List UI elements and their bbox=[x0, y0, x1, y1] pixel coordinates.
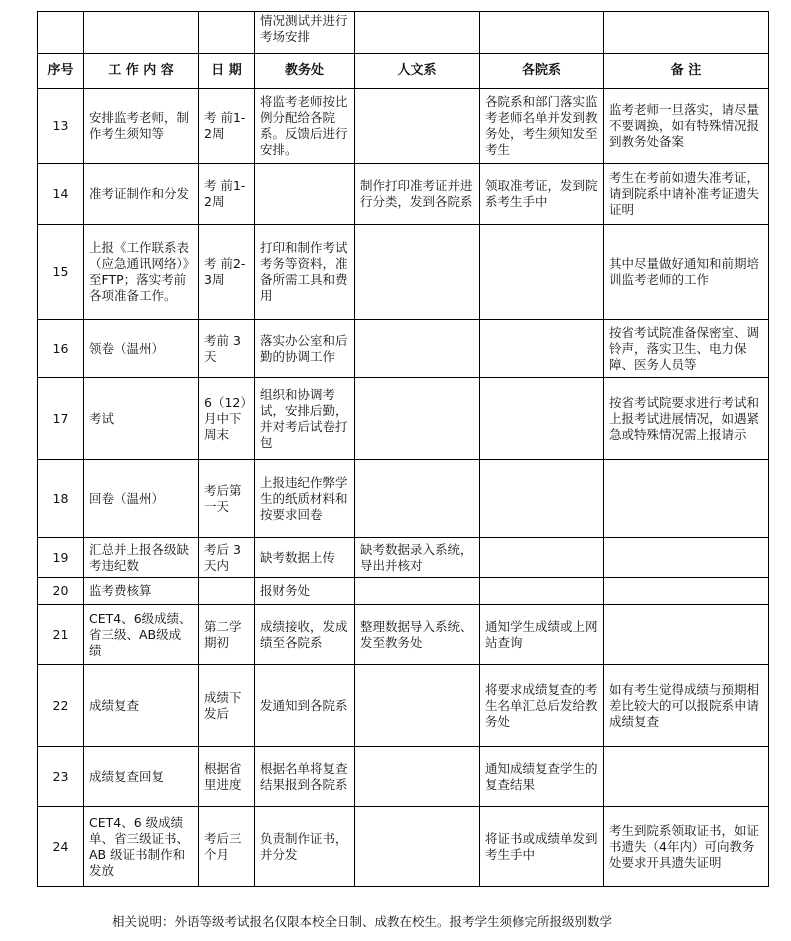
cell-yuanxi bbox=[480, 538, 604, 578]
cell-yuanxi: 将要求成绩复查的考生名单汇总后发给教务处 bbox=[480, 665, 604, 747]
cell-jiaowu: 组织和协调考试，安排后勤，并对考后试卷打包 bbox=[255, 378, 355, 460]
cell-renwen bbox=[355, 378, 480, 460]
cell-beizhu: 监考老师一旦落实，请尽量不要调换，如有特殊情况报到教务处备案 bbox=[604, 89, 769, 164]
header-content: 工 作 内 容 bbox=[84, 54, 199, 89]
cell-date bbox=[199, 578, 255, 605]
cell-yuanxi: 通知学生成绩或上网站查询 bbox=[480, 605, 604, 665]
cell-date: 考 前2-3周 bbox=[199, 225, 255, 320]
table-row bbox=[38, 225, 769, 320]
cell-beizhu: 按省考试院准备保密室、调铃声，落实卫生、电力保障、医务人员等 bbox=[604, 320, 769, 378]
cell-jiaowu: 报财务处 bbox=[255, 578, 355, 605]
cell-jiaowu: 情况测试并进行考场安排 bbox=[255, 12, 355, 54]
cell-jiaowu: 缺考数据上传 bbox=[255, 538, 355, 578]
cell-content: 准考证制作和分发 bbox=[84, 164, 199, 225]
header-jiaowu: 教务处 bbox=[255, 54, 355, 89]
header-row bbox=[38, 54, 769, 89]
previous-row-continuation bbox=[38, 12, 769, 54]
table-row bbox=[38, 320, 769, 378]
cell-beizhu: 考生在考前如遗失准考证，请到院系中请补准考证遗失证明 bbox=[604, 164, 769, 225]
cell-jiaowu: 发通知到各院系 bbox=[255, 665, 355, 747]
cell-content: 回卷（温州） bbox=[84, 460, 199, 538]
header-beizhu: 备 注 bbox=[604, 54, 769, 89]
work-schedule-table bbox=[37, 11, 769, 887]
cell-yuanxi: 领取准考证，发到院系考生手中 bbox=[480, 164, 604, 225]
cell-renwen: 制作打印准考证并进行分类，发到各院系 bbox=[355, 164, 480, 225]
cell-date: 考后三个月 bbox=[199, 807, 255, 887]
cell-yuanxi: 通知成绩复查学生的复查结果 bbox=[480, 747, 604, 807]
cell-yuanxi bbox=[480, 378, 604, 460]
cell-renwen bbox=[355, 807, 480, 887]
cell-jiaowu: 将监考老师按比例分配给各院系。反馈后进行安排。 bbox=[255, 89, 355, 164]
cell-renwen bbox=[355, 747, 480, 807]
cell-beizhu: 按省考试院要求进行考试和上报考试进展情况，如遇紧急或特殊情况需上报请示 bbox=[604, 378, 769, 460]
cell-jiaowu: 负责制作证书，并分发 bbox=[255, 807, 355, 887]
table-row bbox=[38, 460, 769, 538]
cell-content: CET4、6级成绩、省三级、AB级成绩 bbox=[84, 605, 199, 665]
cell-beizhu bbox=[604, 538, 769, 578]
cell-beizhu bbox=[604, 460, 769, 538]
cell-beizhu bbox=[604, 605, 769, 665]
cell-no: 17 bbox=[38, 378, 84, 460]
header-renwen: 人文系 bbox=[355, 54, 480, 89]
cell-jiaowu: 成绩接收，发成绩至各院系 bbox=[255, 605, 355, 665]
table-row bbox=[38, 665, 769, 747]
cell-beizhu: 其中尽量做好通知和前期培训监考老师的工作 bbox=[604, 225, 769, 320]
cell-content: 考试 bbox=[84, 378, 199, 460]
cell-yuanxi bbox=[480, 320, 604, 378]
cell-no: 22 bbox=[38, 665, 84, 747]
cell-date: 考后第一天 bbox=[199, 460, 255, 538]
cell-content: 成绩复查回复 bbox=[84, 747, 199, 807]
cell-content: 汇总并上报各级缺考违纪数 bbox=[84, 538, 199, 578]
cell-jiaowu: 打印和制作考试考务等资料，准备所需工具和费用 bbox=[255, 225, 355, 320]
cell-beizhu bbox=[604, 578, 769, 605]
cell-no: 19 bbox=[38, 538, 84, 578]
cell-renwen: 缺考数据录入系统，导出并核对 bbox=[355, 538, 480, 578]
table-row bbox=[38, 747, 769, 807]
cell-date: 成绩下发后 bbox=[199, 665, 255, 747]
cell-renwen bbox=[355, 665, 480, 747]
cell-no: 18 bbox=[38, 460, 84, 538]
cell-date: 根据省里进度 bbox=[199, 747, 255, 807]
cell-date: 第二学期初 bbox=[199, 605, 255, 665]
cell-content: 领卷（温州） bbox=[84, 320, 199, 378]
cell-content: 监考费核算 bbox=[84, 578, 199, 605]
cell-content: 成绩复查 bbox=[84, 665, 199, 747]
cell-renwen bbox=[355, 89, 480, 164]
cell-jiaowu: 落实办公室和后勤的协调工作 bbox=[255, 320, 355, 378]
cell-yuanxi bbox=[480, 225, 604, 320]
table-row bbox=[38, 378, 769, 460]
cell-no: 13 bbox=[38, 89, 84, 164]
header-yuanxi: 各院系 bbox=[480, 54, 604, 89]
cell-jiaowu: 上报违纪作弊学生的纸质材料和按要求回卷 bbox=[255, 460, 355, 538]
table-row bbox=[38, 164, 769, 225]
cell-beizhu: 考生到院系领取证书，如证书遗失（4年内）可向教务处要求开具遗失证明 bbox=[604, 807, 769, 887]
cell-yuanxi bbox=[480, 460, 604, 538]
cell-yuanxi bbox=[480, 578, 604, 605]
cell-date: 考 前1-2周 bbox=[199, 89, 255, 164]
header-date: 日 期 bbox=[199, 54, 255, 89]
cell-date: 考 前1-2周 bbox=[199, 164, 255, 225]
cell-date: 考后 3天内 bbox=[199, 538, 255, 578]
cell-no: 16 bbox=[38, 320, 84, 378]
cell-yuanxi: 各院系和部门落实监考老师名单并发到教务处，考生须知发至考生 bbox=[480, 89, 604, 164]
cell-no: 23 bbox=[38, 747, 84, 807]
table-row bbox=[38, 538, 769, 578]
cell-date: 考前 3天 bbox=[199, 320, 255, 378]
table-row bbox=[38, 578, 769, 605]
cell-no: 24 bbox=[38, 807, 84, 887]
cell-beizhu: 如有考生觉得成绩与预期相差比较大的可以报院系申请成绩复查 bbox=[604, 665, 769, 747]
cell-no: 15 bbox=[38, 225, 84, 320]
header-no: 序号 bbox=[38, 54, 84, 89]
cell-renwen: 整理数据导入系统、发至教务处 bbox=[355, 605, 480, 665]
cell-content: CET4、6 级成绩单、省三级证书、AB 级证书制作和发放 bbox=[84, 807, 199, 887]
table-row bbox=[38, 807, 769, 887]
cell-beizhu bbox=[604, 747, 769, 807]
cell-jiaowu bbox=[255, 164, 355, 225]
cell-content: 上报《工作联系表（应急通讯网络）》至FTP；落实考前各项准备工作。 bbox=[84, 225, 199, 320]
cell-jiaowu: 根据名单将复查结果报到各院系 bbox=[255, 747, 355, 807]
table-row bbox=[38, 605, 769, 665]
table-row bbox=[38, 89, 769, 164]
cell-yuanxi: 将证书或成绩单发到考生手中 bbox=[480, 807, 604, 887]
cell-no: 20 bbox=[38, 578, 84, 605]
footnote: 相关说明：外语等级考试报名仅限本校全日制、成教在校生。报考学生须修完所报级别数学 bbox=[112, 914, 613, 929]
cell-no: 14 bbox=[38, 164, 84, 225]
cell-date: 6（12）月中下周末 bbox=[199, 378, 255, 460]
cell-no: 21 bbox=[38, 605, 84, 665]
cell-renwen bbox=[355, 225, 480, 320]
cell-renwen bbox=[355, 320, 480, 378]
cell-renwen bbox=[355, 460, 480, 538]
cell-renwen bbox=[355, 578, 480, 605]
cell-content: 安排监考老师，制作考生须知等 bbox=[84, 89, 199, 164]
